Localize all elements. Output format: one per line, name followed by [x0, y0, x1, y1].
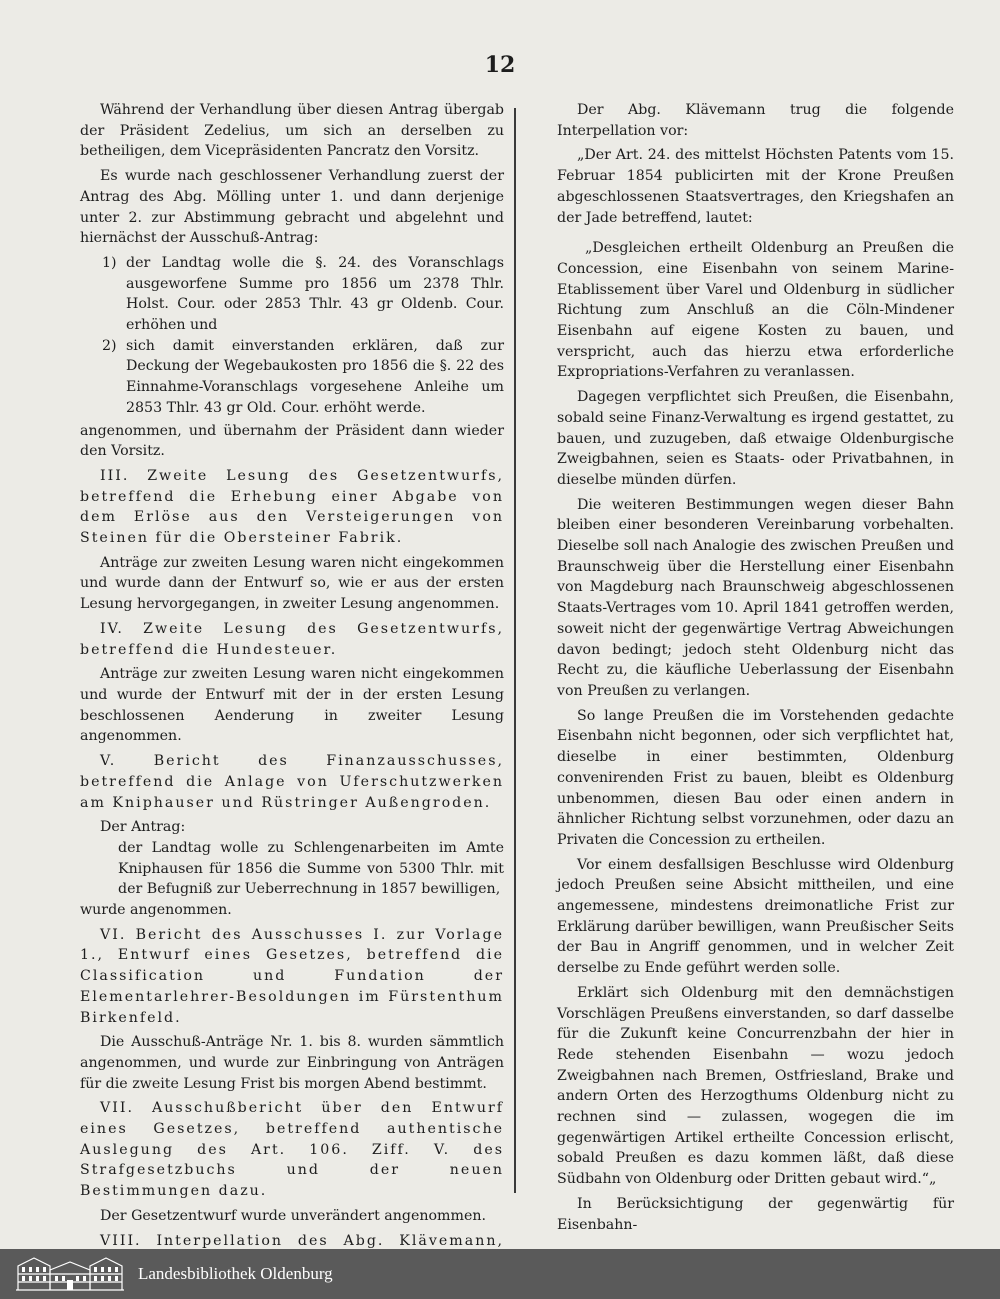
quoted-paragraph: So lange Preußen die im Vorstehenden gedachte Eisenbahn nicht begonnen, oder sich verpflichtet hat, dieselbe in einer bestimmten, Oldenburg convenirenden Frist zu bauen, bleibt es Oldenburg unbenommen, diesen Bau oder einen andern in ähnlicher Richtung selbst vorzunehmen, oder dazu an Privaten die Concession zu ertheilen.	[557, 707, 954, 848]
quoted-block: der Landtag wolle zu Schlengenarbeiten im Amte Kniphausen für 1856 die Summe von 5300 Thlr. mit der Befugniß zur Ueberrechnung in 1857 bewilligen,	[118, 839, 504, 898]
paragraph: Der Abg. Klävemann trug die folgende Interpellation vor:	[557, 102, 954, 139]
page-number: 12	[484, 52, 516, 78]
paragraph: Der Antrag:	[100, 819, 186, 836]
quoted-paragraph: Erklärt sich Oldenburg mit den demnächstigen Vorschlägen Preußens einverstanden, so darf dasselbe für die Zukunft keine Concurrenzbahn der hier in Rede stehenden Eisenbahn — wozu jedoch Zweigbahnen nach Bremen, Ostfriesland, Brake und andern Orten des Herzogthums Oldenburg nicht zu rechnen sind — zulassen, wogegen die im gegenwärtigen Artikel ertheilte Concession erlischt, sobald Preußen es dazu kommen läßt, daß diese Südbahn von Oldenburg oder Dritten gebaut wird.“„	[557, 984, 954, 1188]
footer-bar	[0, 1249, 1000, 1299]
paragraph: Die Ausschuß-Anträge Nr. 1. bis 8. wurden sämmtlich angenommen, und wurde zur Einbringung von Anträgen für die zweite Lesung Frist bis morgen Abend bestimmt.	[80, 1034, 504, 1092]
quoted-paragraph: Dagegen verpflichtet sich Preußen, die Eisenbahn, sobald seine Finanz-Verwaltung es irgend gestattet, zu bauen, und zuzugeben, daß etwaige Oldenburgische Zweigbahnen, seien es Staats- oder Privatbahnen, in dieselbe münden dürfen.	[557, 389, 954, 488]
paragraph: Anträge zur zweiten Lesung waren nicht eingekommen und wurde dann der Entwurf so, wie er aus der ersten Lesung hervorgegangen, in zweiter Lesung angenommen.	[80, 554, 504, 613]
quoted-paragraph: „Desgleichen ertheilt Oldenburg an Preußen die Concession, eine Eisenbahn von seinem Marine-Etablissement über Varel und Oldenburg in südlicher Richtung zum Anschluß an die Cöln-Mindener Eisenbahn auf eigene Kosten zu bauen, und verspricht, auch das hierzu etwa erforderliche Expropriations-Verfahren zu veranlassen.	[557, 240, 954, 381]
list-item-text: der Landtag wolle die §. 24. des Voranschlags ausgeworfene Summe pro 1856 um 2378 Thlr. Holst. Cour. oder 2853 Thlr. 43 gr Oldenb. Cour. erhöhen und	[126, 254, 504, 334]
paragraph: In Berücksichtigung der gegenwärtig für Eisenbahn-	[557, 1195, 954, 1233]
section-heading: VI. Bericht des Ausschusses I. zur Vorlage 1., Entwurf eines Gesetzes, betreffend die Classification und Fundation der Elementarlehrer-Besoldungen im Fürstenthum Birkenfeld.	[80, 926, 504, 1026]
library-name: Landesbibliothek Oldenburg	[138, 1264, 333, 1283]
section-heading: VII. Ausschußbericht über den Entwurf eines Gesetzes, betreffend authentische Auslegung des Art. 106. Ziff. V. des Strafgesetzbuchs und der neuen Bestimmungen dazu.	[80, 1100, 504, 1200]
section-heading: IV. Zweite Lesung des Gesetzentwurfs, betreffend die Hundesteuer.	[80, 620, 504, 658]
paragraph: angenommen, und übernahm der Präsident dann wieder den Vorsitz.	[80, 422, 504, 460]
list-item	[80, 253, 504, 336]
left-column	[80, 100, 504, 1276]
list-item-number: 2)	[102, 337, 117, 354]
paragraph: Anträge zur zweiten Lesung waren nicht eingekommen und wurde der Entwurf mit der in der ersten Lesung beschlossenen Aenderung in zweiter Lesung angenommen.	[80, 666, 504, 745]
paragraph: Es wurde nach geschlossener Verhandlung zuerst der Antrag des Abg. Mölling unter 1. und dann derjenige unter 2. zur Abstimmung gebracht und abgelehnt und hiernächst der Ausschuß-Antrag:	[80, 168, 504, 247]
list-item-number: 1)	[102, 254, 117, 271]
paragraph: Der Gesetzentwurf wurde unverändert angenommen.	[100, 1207, 486, 1224]
paragraph: wurde angenommen.	[80, 902, 232, 919]
section-heading: III. Zweite Lesung des Gesetzentwurfs, betreffend die Erhebung einer Abgabe von dem Erlöse aus den Versteigerungen von Steinen für die Obersteiner Fabrik.	[80, 467, 504, 547]
section-heading: V. Bericht des Finanzausschusses, betreffend die Anlage von Uferschutzwerken am Kniphauser und Rüstringer Außengroden.	[80, 753, 504, 811]
quoted-paragraph: Die weiteren Bestimmungen wegen dieser Bahn bleiben einer besonderen Vereinbarung vorbehalten. Dieselbe soll nach Analogie des zwischen Preußen und Braunschweig über die Herstellung einer Eisenbahn von Magdeburg nach Braunschweig abgeschlossenen Staats-Vertrages vom 10. April 1841 getroffen werden, soweit nicht der gegenwärtige Vertrag Abweichungen davon bedingt; jedoch steht Oldenburg nicht das Recht zu, die käufliche Ueberlassung der Eisenbahn von Preußen zu verlangen.	[557, 496, 954, 699]
right-column	[557, 100, 954, 1239]
list-item-text: sich damit einverstanden erklären, daß zur Deckung der Wegebaukosten pro 1856 die §. 22 des Einnahme-Voranschlags vorgesehene Anleihe um 2853 Thlr. 43 gr Old. Cour. erhöht werde.	[126, 337, 504, 416]
section-heading: VIII. Interpellation des Abg. Klävemann,	[100, 1232, 504, 1249]
list-item	[80, 336, 504, 419]
paragraph: „Der Art. 24. des mittelst Höchsten Patents vom 15. Februar 1854 publicirten mit der Krone Preußen abgeschlossenen Staatsvertrages, den Kriegshafen an der Jade betreffend, lautet:	[557, 147, 954, 226]
paragraph: Während der Verhandlung über diesen Antrag übergab der Präsident Zedelius, um sich an derselben zu betheiligen, dem Vicepräsidenten Pancratz den Vorsitz.	[80, 102, 504, 160]
library-building-icon	[16, 1252, 124, 1296]
quoted-paragraph: Vor einem desfallsigen Beschlusse wird Oldenburg jedoch Preußen seine Absicht mittheilen, und eine angemessene, mindestens dreimonatliche Frist zur Erklärung darüber bewilligen, wann Preußischer Seits der Bau in Angriff genommen, und in welcher Zeit derselbe zu Ende geführt werden solle.	[557, 856, 954, 977]
column-divider	[514, 108, 516, 1193]
